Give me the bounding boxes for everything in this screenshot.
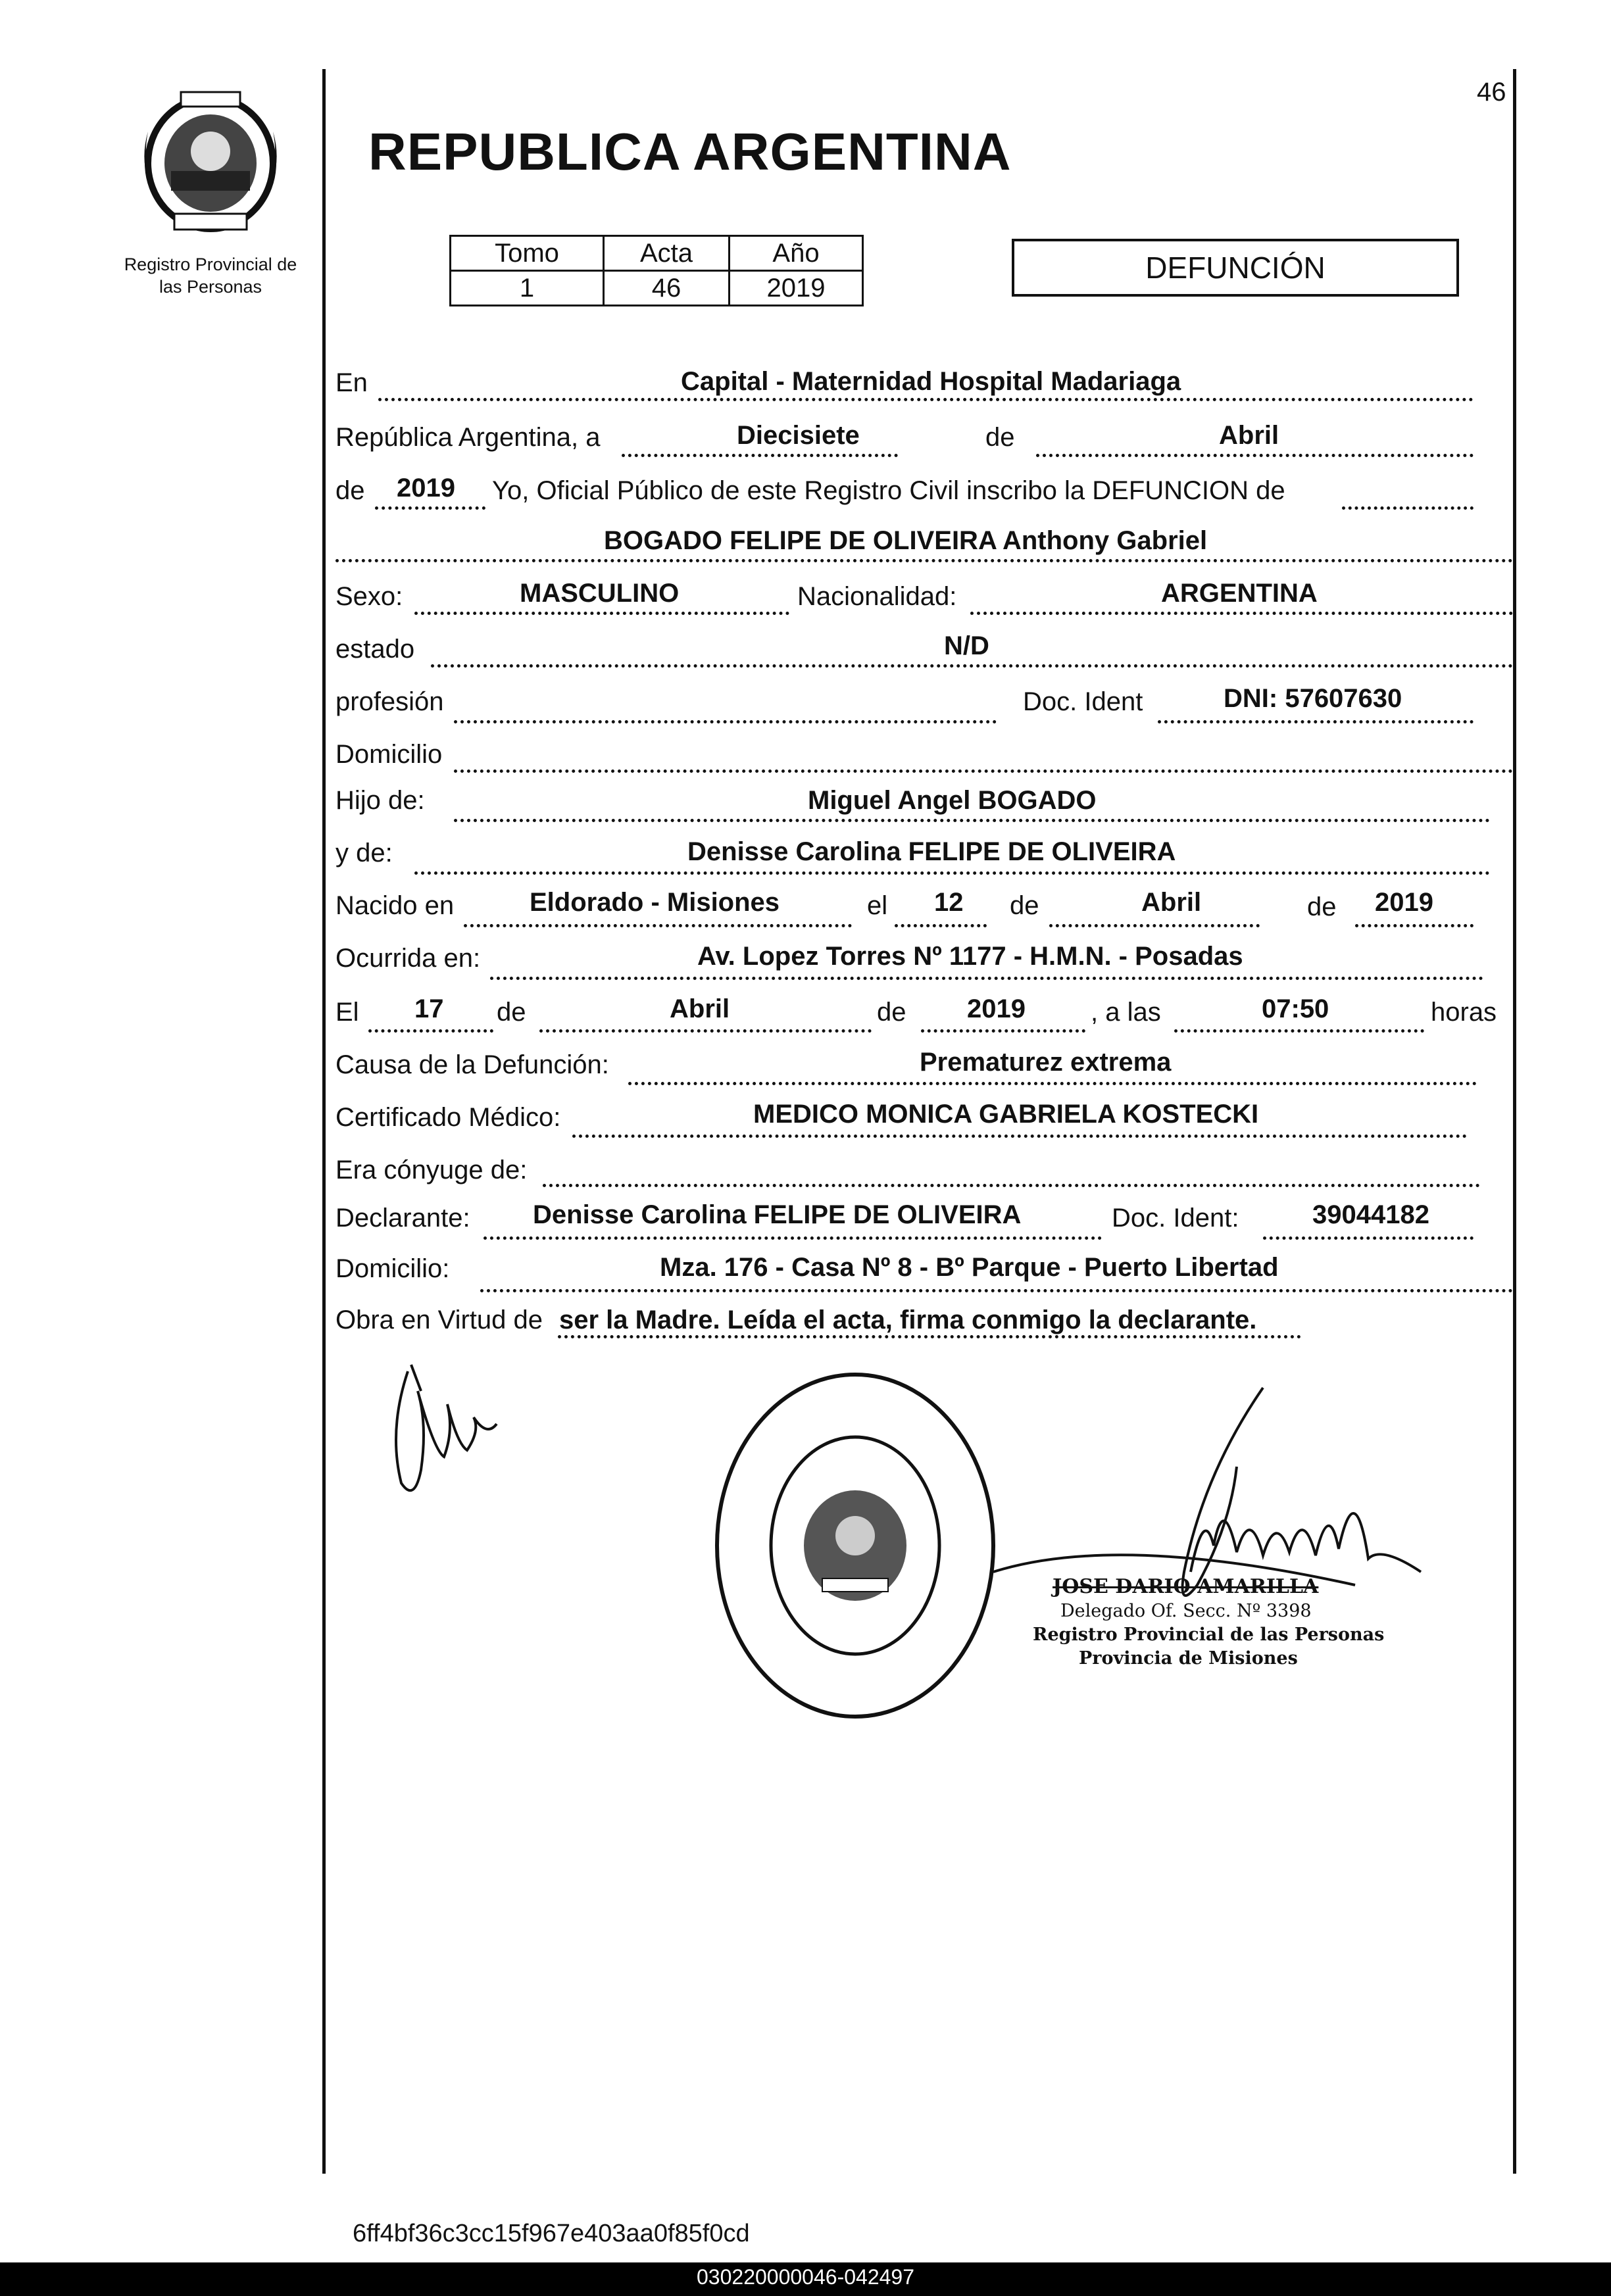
official-seal [710,1368,1000,1723]
sexo-label: Sexo: [335,582,403,611]
nombre-dotted-line [335,559,1513,562]
estado-value: N/D [944,631,989,660]
yde-label: y de: [335,839,393,867]
nac-de1-label: de [1010,891,1039,920]
cert-dotted-line [572,1135,1467,1138]
def-hora-value: 07:50 [1262,994,1329,1023]
dia-dotted-line [622,454,898,457]
tomo-value: 1 [451,271,604,306]
alas-label: , a las [1091,998,1161,1027]
docident-dotted-line [1158,720,1474,723]
decl-dom-dotted-line [480,1289,1513,1292]
domicilio-dotted-line [454,769,1513,773]
nacido-value: Eldorado - Misiones [530,888,780,917]
nacido-dotted-line [464,924,852,927]
en-label: En [335,368,368,397]
def-dia-value: 17 [414,994,444,1023]
def-de2-label: de [877,998,906,1027]
provincia-misiones-emblem [135,85,286,237]
sexo-dotted-line [414,612,789,615]
document-hash: 6ff4bf36c3cc15f967e403aa0f85f0cd [353,2220,750,2247]
officer-name: JOSE DARIO AMARILLA [1053,1575,1319,1598]
def-hora-dotted-line [1174,1029,1424,1033]
sexo-value: MASCULINO [520,579,680,608]
acta-value: 46 [604,271,730,306]
causa-label: Causa de la Defunción: [335,1050,609,1079]
ocurrida-value: Av. Lopez Torres Nº 1177 - H.M.N. - Posadas [697,942,1243,971]
hijo-label: Hijo de: [335,786,425,815]
causa-dotted-line [628,1082,1477,1085]
obra-value: ser la Madre. Leída el acta, firma conmigo la declarante. [559,1306,1257,1334]
madre-value: Denisse Carolina FELIPE DE OLIVEIRA [687,837,1176,866]
en-value: Capital - Maternidad Hospital Madariaga [681,367,1181,396]
obra-dotted-line [558,1335,1301,1338]
profesion-dotted-line [454,720,997,723]
page-number: 46 [1477,78,1506,107]
def-anio-dotted-line [921,1029,1085,1033]
decl-doc-dotted-line [1263,1236,1474,1240]
de-label: de [985,423,1015,452]
nac-mes-dotted-line [1049,924,1260,927]
cert-value: MEDICO MONICA GABRIELA KOSTECKI [753,1100,1259,1129]
officer-province: Provincia de Misiones [1079,1648,1298,1669]
anio-dotted-line [375,506,485,510]
declarant-signature [382,1352,500,1503]
dia-value: Diecisiete [737,421,860,450]
estado-label: estado [335,635,415,664]
decl-doc-label: Doc. Ident: [1112,1204,1239,1233]
nacionalidad-dotted-line [970,612,1513,615]
acta-header: Acta [604,236,730,271]
madre-dotted-line [414,871,1490,875]
conyuge-label: Era cónyuge de: [335,1156,528,1185]
document-type-box: DEFUNCIÓN [1012,239,1459,297]
El-label: El [335,998,359,1027]
anio-value-text: 2019 [397,474,455,502]
yo-dotted-line [1342,506,1474,510]
def-anio-value: 2019 [967,994,1026,1023]
decl-dom-label: Domicilio: [335,1254,450,1283]
nac-anio-dotted-line [1355,924,1474,927]
registry-table [449,235,864,306]
republica-label: República Argentina, a [335,423,601,452]
en-dotted-line [378,398,1474,401]
docident-label: Doc. Ident [1023,687,1143,716]
nac-de2-label: de [1307,892,1337,921]
de2-label: de [335,476,365,505]
officer-title: Delegado Of. Secc. Nº 3398 [1060,1601,1312,1621]
def-mes-value: Abril [670,994,730,1023]
def-dia-dotted-line [368,1029,493,1033]
officer-registry: Registro Provincial de las Personas [1033,1624,1385,1645]
decl-dom-value: Mza. 176 - Casa Nº 8 - Bº Parque - Puerto Libertad [660,1253,1279,1282]
nac-anio-value: 2019 [1375,888,1433,917]
nacionalidad-value: ARGENTINA [1161,579,1318,608]
declarante-label: Declarante: [335,1204,470,1233]
nac-dia-value: 12 [934,888,964,917]
left-margin-line [322,69,326,2174]
nacido-label: Nacido en [335,891,455,920]
tomo-header: Tomo [451,236,604,271]
document-title: REPUBLICA ARGENTINA [368,122,1012,181]
mes-value: Abril [1219,421,1279,450]
anio-value: 2019 [730,271,863,306]
causa-value: Prematurez extrema [920,1048,1172,1077]
nac-dia-dotted-line [895,924,987,927]
mes-dotted-line [1036,454,1474,457]
declarante-value: Denisse Carolina FELIPE DE OLIVEIRA [533,1200,1022,1229]
nacionalidad-label: Nacionalidad: [797,582,957,611]
footer-code: 030220000046-042497 [697,2265,914,2289]
padre-dotted-line [454,819,1490,822]
ocurrida-dotted-line [490,977,1483,980]
horas-label: horas [1431,998,1497,1027]
def-de1-label: de [497,998,526,1027]
org-name: Registro Provincial de las Personas [124,255,297,297]
right-margin-line [1513,69,1516,2174]
conyuge-dotted-line [543,1184,1480,1187]
def-mes-dotted-line [539,1029,872,1033]
ocurrida-label: Ocurrida en: [335,944,481,973]
profesion-label: profesión [335,687,444,716]
yo-text: Yo, Oficial Público de este Registro Civil inscribo la DEFUNCION de [492,476,1285,505]
docident-value: DNI: 57607630 [1224,684,1402,713]
cert-label: Certificado Médico: [335,1103,561,1132]
el-label: el [867,891,888,920]
obra-label: Obra en Virtud de [335,1306,543,1334]
nombre-value: BOGADO FELIPE DE OLIVEIRA Anthony Gabriel [604,526,1208,555]
padre-value: Miguel Angel BOGADO [808,786,1097,815]
anio-header: Año [730,236,863,271]
domicilio-label: Domicilio [335,740,443,769]
estado-dotted-line [431,664,1513,668]
declarante-dotted-line [483,1236,1102,1240]
decl-doc-value: 39044182 [1312,1200,1429,1229]
nac-mes-value: Abril [1141,888,1202,917]
